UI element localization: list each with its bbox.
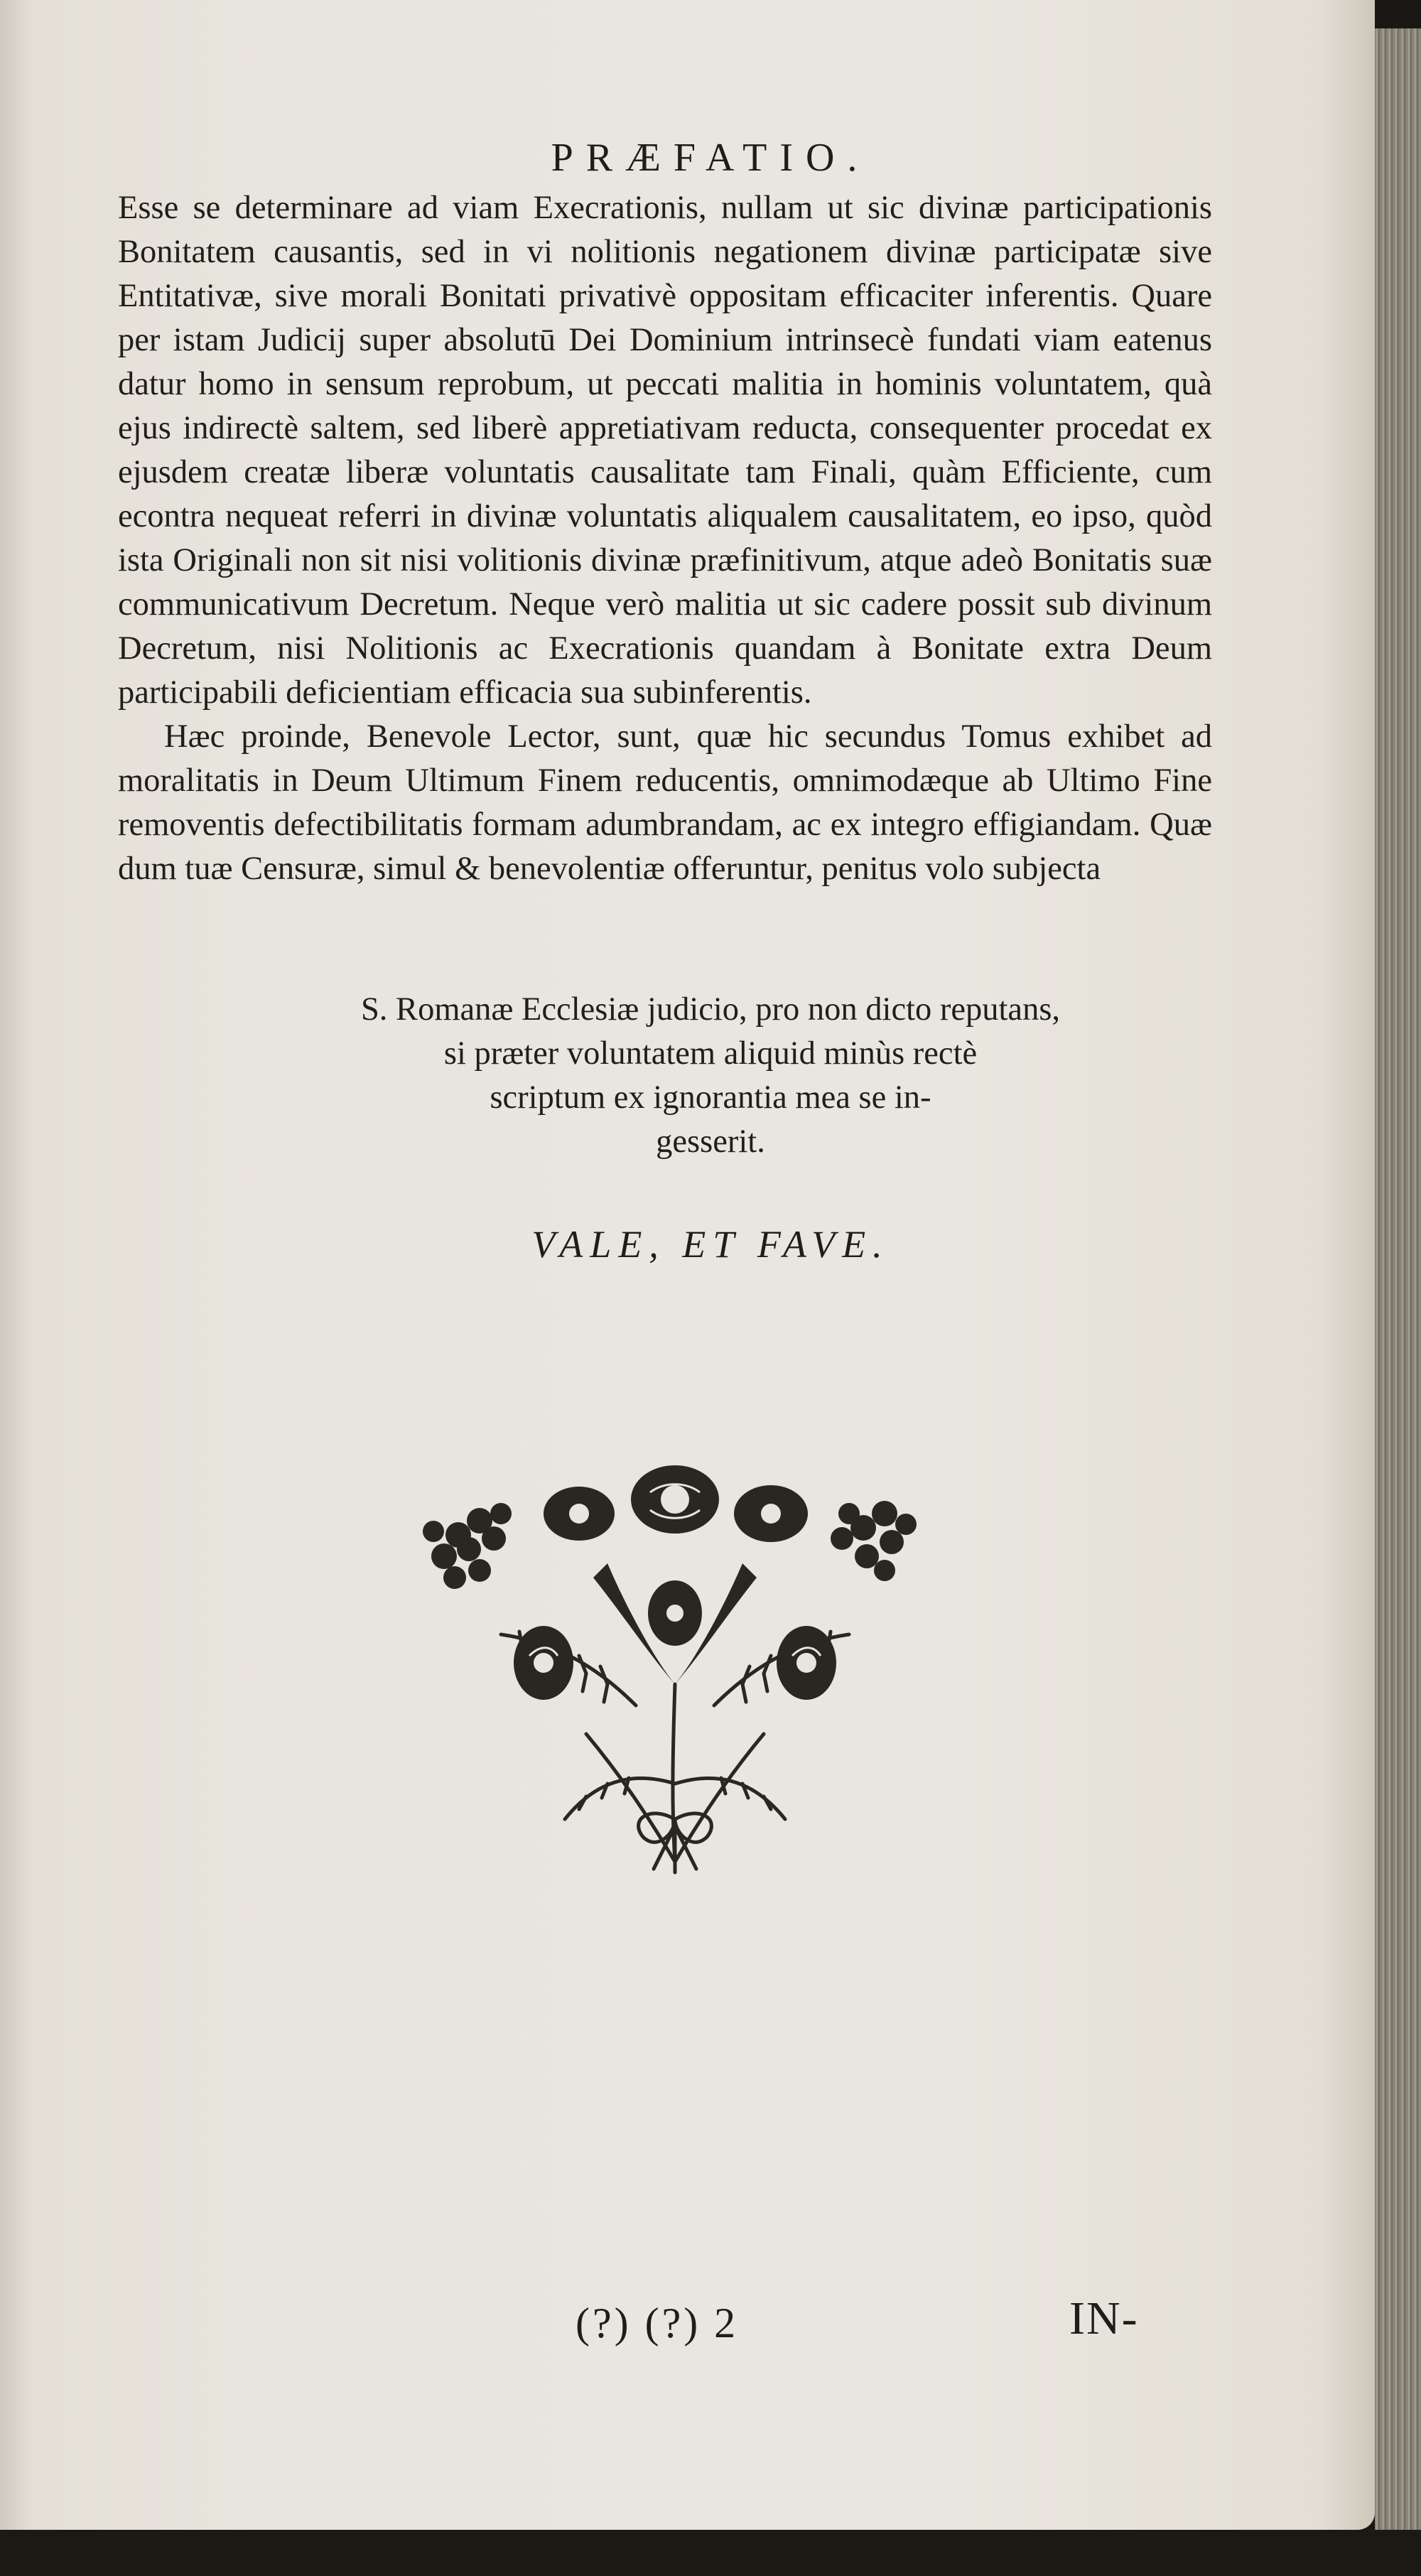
tapered-conclusion xyxy=(0,988,1421,1164)
paragraph-1: Esse se determinare ad viam Execrationis, nullam ut sic divinæ participationis Bonitatem causantis, sed in vi nolitionis negationem divinæ participatæ sive Entitativæ, sive morali Bonitati privativè oppositam efficaciter inferentis. Quare per istam Judicij super absolutū Dei Dominium intrinsecè fundati viam eatenus datur homo in sensum reprobum, ut peccati malitia in hominis voluntatem, quà ejus indirectè saltem, sed liberè appretiativam reducta, consequenter procedat ex ejusdem creatæ liberæ voluntatis causalitate tam Finali, quàm Efficiente, cum econtra nequeat referri in divinæ voluntatis aliqualem causalitatem, eo ipso, quòd ista Originali non sit nisi volitionis divinæ præfinitivum, atque adeò Bonitatis suæ communicativum Decretum. Neque verò malitia ut sic cadere possit sub divinum Decretum, nisi Nolitionis ac Execrationis quandam à Bonitate extra Deum participabili deficientiam efficacia sua subinferentis. xyxy=(118,190,1212,711)
body-text xyxy=(118,186,1212,891)
signature-mark: (?) (?) 2 xyxy=(576,2300,739,2346)
book-fore-edge xyxy=(1375,28,1421,2558)
tapered-line-2: si præter voluntatem aliquid minùs rectè xyxy=(443,1035,978,1072)
catchword: IN- xyxy=(1069,2292,1139,2344)
tapered-line-1: S. Romanæ Ecclesiæ judicio, pro non dicto reputans, xyxy=(360,991,1061,1028)
paragraph-2: Hæc proinde, Benevole Lector, sunt, quæ hic secundus Tomus exhibet ad moralitatis in Deum Ultimum Finem reducentis, omnimodæque ab Ultimo Fine removentis defectibilitatis formam adumbrandam, ac ex integro effigiandam. Quæ dum tuæ Censuræ, simul & benevolentiæ offeruntur, penitus volo subjecta xyxy=(118,718,1212,887)
bottom-shadow xyxy=(0,2530,1421,2576)
page-header: PRÆFATIO. xyxy=(551,136,870,180)
floral-bouquet-woodcut-icon xyxy=(394,1450,956,1876)
closing-salutation: VALE, ET FAVE. xyxy=(531,1223,890,1266)
tapered-line-4: gesserit. xyxy=(656,1123,765,1160)
tapered-line-3: scriptum ex ignorantia mea se in- xyxy=(490,1079,931,1116)
